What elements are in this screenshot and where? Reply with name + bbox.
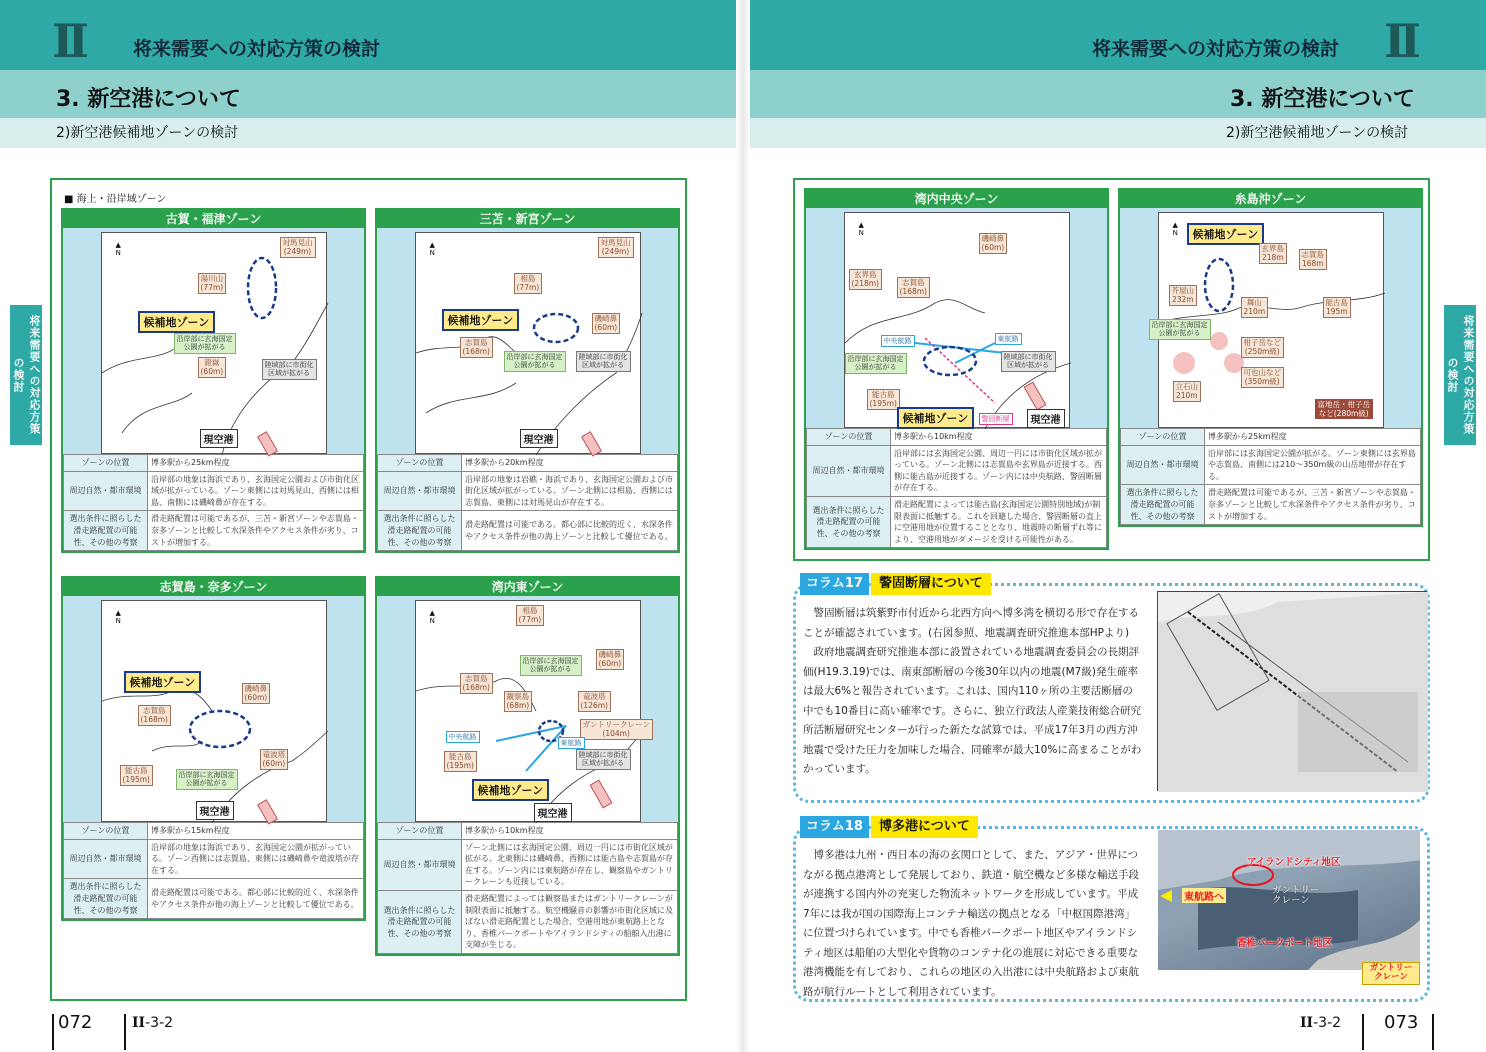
airport-label: 現空港 [200, 429, 238, 448]
row-value: 博多駅から15km程度 [148, 823, 364, 840]
paragraph: 警固断層は筑紫野市付近から北西方向へ博多湾を横切る形で存在することが確認されています。(右図参照、地震調査研究推進本部HPより) [803, 607, 1139, 639]
mountain-label: 磯崎鼻 (60m) [242, 683, 271, 704]
row-key: 選出条件に照らした滑走路配置の可能性、その他の考察 [64, 879, 148, 919]
zone-title: 古賀・福津ゾーン [63, 210, 364, 228]
chapter-title-right: 将来需要への対応方策の検討 [1092, 38, 1340, 60]
row-value: 滑走路配置によっては能古島(玄海国定公園特別地域)が制限表面に抵触する。これを回避した場合、警固断層の直上に空港用地が位置することとなり、地震時の断層ずれ等により、空港用地がダメージを受ける可能性がある。 [891, 496, 1107, 547]
mountain-label: 観察島 (68m) [504, 691, 533, 712]
row-key: 周辺自然・都市環境 [64, 839, 148, 879]
mountain-label: 柑子岳など (250m級) [1241, 337, 1285, 358]
kashii-label: 香椎パークポート地区 [1237, 938, 1333, 949]
zone-table [806, 428, 1107, 548]
section-label: ■ 海上・沿岸域ゾーン [64, 194, 167, 205]
east-route-label: 東航路へ [1182, 888, 1226, 903]
row-value: 沿岸部の地象は海浜であり、玄海国定公園および市街化区域が拡がっている。ゾーン東側には対馬見山、西側には相島、南側には磯崎鼻が存在する。 [148, 471, 364, 511]
park-label: 沿岸部に玄海国定 公園が拡がる [176, 769, 238, 790]
row-key: 周辺自然・都市環境 [807, 445, 891, 496]
mountain-label: 立石山 210m [1173, 381, 1202, 402]
page-number-right: 073 [1384, 1012, 1419, 1033]
column-name: 博多港について [871, 816, 978, 838]
zone-table [63, 454, 364, 551]
zone-map [1151, 212, 1384, 428]
column-17-text [803, 604, 1143, 780]
row-value: 博多駅から10km程度 [891, 429, 1107, 446]
footer-section-left [132, 1015, 173, 1031]
footer-divider [1362, 1014, 1364, 1050]
zone-card-itoshima [1118, 188, 1423, 527]
zone-title: 湾内東ゾーン [377, 578, 678, 596]
row-key: 選出条件に照らした滑走路配置の可能性、その他の考察 [378, 511, 462, 551]
north-arrow-icon: ▲ N [858, 221, 864, 237]
airport-label: 現空港 [196, 801, 234, 820]
mountain-label: 能古島 (195m) [120, 765, 153, 786]
mountain-label: 能古島 195m [1323, 297, 1352, 318]
paragraph: 博多港は九州・西日本の海の玄関口として、また、アジア・世界につながる拠点港湾として発展しており、鉄道・航空機など多様な輸送手段が連携する国内外の充実した物流ネットワークを形成しています。平成7年には我が国の国際海上コンテナ輸送の拠点となる「中枢国際港湾」に位置づけられています。中でも香椎パークポート地区やアイランドシティ地区は船舶の大型化や貨物のコンテナ化の進展に対応できる重要な港湾機能を有しており、これらの地区の入出港には中央航路および東航路が航行ルートとして利用されています。 [803, 849, 1139, 998]
column-number: コラム18 [800, 816, 869, 838]
zone-table [377, 454, 678, 551]
park-label: 沿岸部に玄海国定 公園が拡がる [520, 655, 582, 676]
column-name: 警固断層について [871, 573, 991, 595]
route-label: 中央航路 [881, 335, 915, 347]
footer-divider [124, 1014, 126, 1050]
mountain-label: ガントリークレーン (104m) [580, 719, 653, 740]
row-key: 選出条件に照らした滑走路配置の可能性、その他の考察 [64, 511, 148, 551]
mountain-label: 竜波塔 (60m) [260, 749, 289, 770]
footer-section-code: -3-2 [145, 1015, 174, 1031]
mountain-label: 磯崎鼻 (60m) [592, 313, 621, 334]
row-key: ゾーンの位置 [64, 455, 148, 472]
page-number-left: 072 [58, 1012, 93, 1033]
mountain-label: 対馬見山 (249m) [280, 237, 316, 258]
footer-divider [52, 1014, 54, 1050]
zone-card-wannai-central [804, 188, 1109, 550]
zone-map [415, 600, 650, 822]
zone-table [1120, 428, 1421, 525]
mountain-label: 磯崎鼻 (60m) [979, 233, 1008, 254]
row-key: ゾーンの位置 [1121, 429, 1205, 446]
mountain-label: 磯崎鼻 (60m) [596, 649, 625, 670]
park-label: 沿岸部に玄海国定 公園が拡がる [174, 333, 236, 354]
north-arrow-icon: ▲ N [115, 241, 121, 257]
north-arrow-icon: ▲ N [429, 241, 435, 257]
row-value: 博多駅から25km程度 [148, 455, 364, 472]
row-key: 選出条件に照らした滑走路配置の可能性、その他の考察 [378, 890, 462, 953]
gantry-photo-label: ガントリー クレーン [1272, 885, 1320, 907]
mountain-label: 志賀島 (168m) [138, 705, 171, 726]
mountain-range-label: 富地岳・柑子岳 など(280m級) [1315, 399, 1374, 419]
zone-title: 糸島沖ゾーン [1120, 190, 1421, 208]
mountain-label: 玄界島 218m [1259, 243, 1288, 264]
mountain-label: 志賀島 168m [1299, 249, 1328, 270]
row-value: 博多駅から20km程度 [462, 455, 678, 472]
row-key: 選出条件に照らした滑走路配置の可能性、その他の考察 [1121, 485, 1205, 525]
row-key: 周辺自然・都市環境 [378, 471, 462, 511]
mountain-label: 志賀島 (168m) [460, 673, 493, 694]
row-value: 博多駅から10km程度 [462, 823, 678, 840]
zone-card-koga [61, 208, 366, 553]
row-value: 滑走路配置は可能である。都心部に比較的近く、水深条件やアクセス条件が他の海上ゾーンと比較して優位である。 [462, 511, 678, 551]
mountain-label: 相島 (77m) [514, 273, 543, 294]
section-title-right: 3. 新空港について [1230, 87, 1415, 112]
north-arrow-icon: ▲ N [115, 609, 121, 625]
zone-map [415, 232, 641, 454]
row-value: 滑走路配置は可能であるが、三苫・新宮ゾーンや志賀島・奈多ゾーンと比較して水深条件やアクセス条件が劣り、コストが増加する。 [1205, 485, 1421, 525]
park-label: 沿岸部に玄海国定 公園が拡がる [504, 351, 566, 372]
candidate-zone-label: 候補地ゾーン [138, 311, 216, 333]
route-label: 東航路 [995, 333, 1022, 345]
row-value: 滑走路配置は可能であるが、三苫・新宮ゾーンや志賀島・奈多ゾーンと比較して水深条件やアクセス条件が劣り、コストが増加する。 [148, 511, 364, 551]
row-value: 滑走路配置は可能である。都心部に比較的近く、水深条件やアクセス条件が他の海上ゾーンと比較して優位である。 [148, 879, 364, 919]
mountain-label: 竜波塔 (126m) [578, 691, 611, 712]
side-tab-right: 将来需要への対応方策の検討 [1444, 305, 1476, 445]
section-title-left: 3. 新空港について [56, 87, 241, 112]
zone-table [63, 822, 364, 919]
row-key: ゾーンの位置 [64, 823, 148, 840]
row-key: 周辺自然・都市環境 [64, 471, 148, 511]
zone-card-wannai-east [375, 576, 680, 956]
candidate-zone-label: 候補地ゾーン [897, 407, 975, 429]
footer-roman: II [132, 1015, 146, 1031]
route-label: 東航路 [558, 737, 585, 749]
urban-label: 陸域部に市街化 区域が拡がる [262, 359, 317, 380]
chapter-roman-right: II [1384, 14, 1416, 68]
subsection-title-left: 2)新空港候補地ゾーンの検討 [56, 125, 239, 141]
chapter-title-left: 将来需要への対応方策の検討 [133, 38, 381, 60]
row-value: 沿岸部には玄海国定公園が拡がる。ゾーン東側には玄界島や志賀島、南側には210〜350m級の山岳地帯が存在する。 [1205, 445, 1421, 485]
fault-label: 警固断層 [979, 413, 1013, 425]
park-label: 沿岸部に玄海国定 公園が拡がる [1149, 319, 1211, 340]
row-value: 滑走路配置によっては観察島またはガントリークレーンが制限表面に抵触する。航空機騒音の影響が市街化区域に及ばない滑走路配置とした場合、空港用地が東航路上となり、香椎パークポートやアイランドシティの船舶入出港に支障が生じる。 [462, 890, 678, 953]
zone-card-shikanoshima [61, 576, 366, 921]
footer-section-right [1300, 1015, 1341, 1031]
coastline-icon [416, 233, 642, 455]
row-key: ゾーンの位置 [807, 429, 891, 446]
urban-label: 陸域部に市街化 区域が拡がる [576, 351, 631, 372]
airport-label: 現空港 [520, 429, 558, 448]
column-17-title [800, 573, 991, 595]
page-gutter [736, 0, 750, 1052]
candidate-zone-label: 候補地ゾーン [472, 779, 550, 801]
mountain-label: 対馬見山 (249m) [598, 237, 634, 258]
route-label: 中央航路 [446, 731, 480, 743]
mountain-label: 舞山 210m [1241, 297, 1269, 318]
mountain-label: 能古島 (195m) [444, 751, 477, 772]
column-18-text [803, 846, 1143, 1002]
column-18-title [800, 816, 978, 838]
zone-title: 志賀島・奈多ゾーン [63, 578, 364, 596]
row-value: 沿岸部には玄海国定公園、周辺一円には市街化区域が拡がっている。ゾーン北側には志賀島や玄界島が近接する。西側に能古島が近接する。ゾーン内には中央航路、警固断層が存在する。 [891, 445, 1107, 496]
chapter-roman-left: II [52, 14, 84, 68]
zone-card-mitoma [375, 208, 680, 553]
urban-label: 陸域部に市街化 区域が拡がる [576, 749, 631, 770]
mountain-label: 可也山など (350m級) [1241, 367, 1285, 388]
footer-section-code: -3-2 [1313, 1015, 1342, 1031]
row-key: ゾーンの位置 [378, 823, 462, 840]
side-tab-left: 将来需要への対応方策の検討 [10, 305, 42, 445]
mountain-label: 玄界島 (218m) [849, 269, 882, 290]
airport-label: 現空港 [534, 803, 572, 822]
footer-divider [1432, 1014, 1434, 1050]
candidate-zone-label: 候補地ゾーン [442, 309, 520, 331]
arrow-left-icon [1160, 890, 1172, 902]
row-key: 周辺自然・都市環境 [378, 839, 462, 890]
mountain-label: 湯川山 (77m) [198, 273, 227, 294]
row-key: ゾーンの位置 [378, 455, 462, 472]
airport-label: 現空港 [1027, 409, 1065, 428]
row-value: 沿岸部の地象は海浜であり、玄海国定公園が拡がっている。ゾーン西側には志賀島、東側には磯崎鼻や竜波塔が存在する。 [148, 839, 364, 879]
row-key: 周辺自然・都市環境 [1121, 445, 1205, 485]
mountain-label: 鐙嶽 (60m) [198, 357, 227, 378]
zone-map [101, 600, 327, 822]
candidate-zone-label: 候補地ゾーン [124, 671, 202, 693]
mountain-label: 志賀島 (168m) [460, 337, 493, 358]
column-number: コラム17 [800, 573, 869, 595]
row-value: ゾーン北側には玄海国定公園、周辺一円には市街化区域が拡がる。北東側には磯崎鼻、西側には能古島や志賀島が存在する。ゾーン内には東航路が存在し、観察島やガントリークレーンも近接している。 [462, 839, 678, 890]
footer-roman: II [1300, 1015, 1314, 1031]
paragraph: 政府地震調査研究推進本部に設置されている地震調査委員会の長期評価(H19.3.19)では、南東部断層の今後30年以内の地震(M7級)発生確率は最大6%と報告されています。これは、国内110ヶ所の主要活断層の中でも10番目に高い確率です。さらに、独立行政法人産業技術総合研究所活断層研究センターが行った新たな試算では、平成17年3月の西方沖地震で受けた圧力を加味した場合、同確率が最大10%に高まることがわかっています。 [803, 646, 1142, 776]
park-label: 沿岸部に玄海国定 公園が拡がる [845, 353, 907, 374]
north-arrow-icon: ▲ N [429, 609, 435, 625]
zone-table [377, 822, 678, 954]
zone-title: 湾内中央ゾーン [806, 190, 1107, 208]
gantry-crane-label: ガントリー クレーン [1362, 962, 1420, 985]
row-value: 博多駅から25km程度 [1205, 429, 1421, 446]
north-arrow-icon: ▲ N [1172, 221, 1178, 237]
mountain-label: 志賀島 (168m) [897, 277, 930, 298]
mountain-label: 相島 (77m) [516, 605, 545, 626]
island-city-label: アイランドシティ地区 [1247, 857, 1341, 868]
candidate-zone-label: 候補地ゾーン [1187, 223, 1265, 245]
zone-title: 三苫・新宮ゾーン [377, 210, 678, 228]
zone-map [101, 232, 327, 454]
subsection-title-right: 2)新空港候補地ゾーンの検討 [1226, 125, 1409, 141]
row-value: 沿岸部の地象は岩礁・海浜であり、玄海国定公園および市街化区域が拡がっている。ゾーン北側には相島、西側には志賀島、東側には対馬見山が存在する。 [462, 471, 678, 511]
row-key: 選出条件に照らした滑走路配置の可能性、その他の考察 [807, 496, 891, 547]
fault-map-icon [1158, 592, 1428, 792]
zone-map [844, 212, 1070, 428]
fault-map-image [1157, 591, 1427, 791]
mountain-label: 能古島 (195m) [867, 389, 900, 410]
urban-label: 陸域部に市街化 区域が拡がる [1001, 351, 1056, 372]
mountain-label: 芥屋山 232m [1169, 285, 1198, 306]
